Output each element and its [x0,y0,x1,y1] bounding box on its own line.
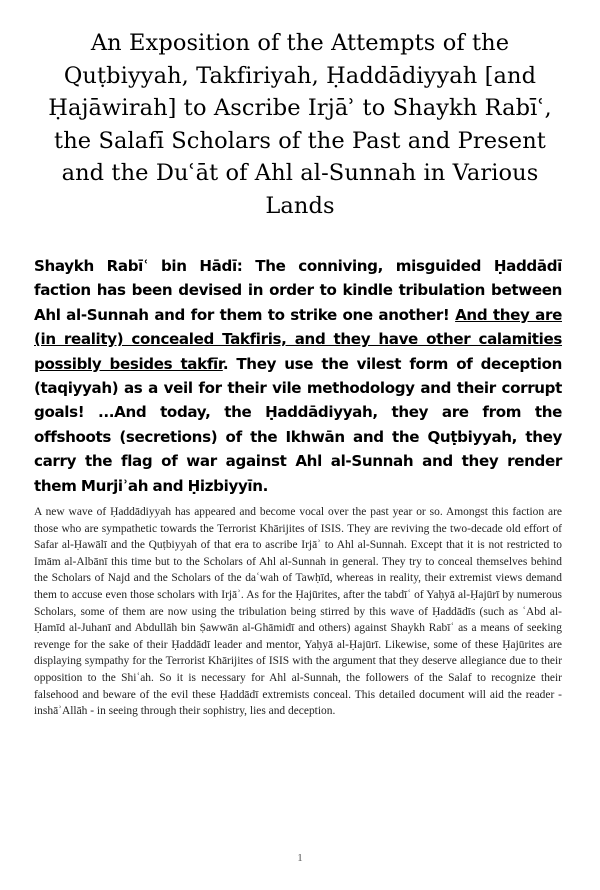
document-title: An Exposition of the Attempts of the Quṭbiyyah, Takfiriyah, Ḥaddādiyyah [and Ḥajāwirah] to Ascribe Irjāʾ to Shaykh Rabīʿ, the Salafī Scholars of the Past and Present and the Duʿāt of Ahl al-Sunnah in Various Lands [48,30,552,219]
body-paragraph: A new wave of Ḥaddādiyyah has appeared and become vocal over the past year or so. Amongst this faction are those who are sympathetic towards the Terrorist Khārijites of ISIS. They are reviving the two-decade old effort of Safar al-Ḥawālī and the Quṭbiyyah of that era to ascribe Irjāʾ to Ahl al-Sunnah. Except that it is not restricted to Imām al-Albānī this time but to the Scholars of Ahl al-Sunnah in general. They try to conceal themselves behind the Scholars of Najd and the Scholars of the daʿwah of Tawḥīd, whereas in reality, their extremist views demand them to accuse even those scholars with Irjāʾ. As for the Ḥajūrites, after the tabdīʿ of Yaḥyā al-Ḥajūrī by numerous Scholars, some of them are now using the tribulation being stirred by this wave of Ḥaddādīs (such as ʿAbd al-Ḥamīd al-Juhanī and Abdullāh bin Ṣawwān al-Ghāmidī and others) against Shaykh Rabīʿ as a means of seeking revenge for the sake of their Ḥaddādī leader and mentor, Yaḥyā al-Ḥajūrī. Likewise, some of these Ḥajūrites are displaying sympathy for the Terrorist Khārijites of ISIS with the argument that they deserve allegiance due to their opposition to the Shiʿah. So it is necessary for Ahl al-Sunnah, the followers of the Salaf to recognize their falsehood and beware of the evil these Ḥaddādī extremists conceal. This detailed document will aid the reader - inshāʾAllāh - in seeing through their sophistry, lies and deception. [34,506,562,718]
quote-speaker: Shaykh Rabīʿ bin Hādī: [34,257,243,275]
quote-paragraph [34,254,562,498]
quote-text-part1: The conniving, misguided Ḥaddādī faction has been devised in order to kindle tribulation between Ahl al-Sunnah and for them to strike one another! [34,257,562,324]
page-number: 1 [297,852,303,864]
quote-underlined-text: And they are (in reality) concealed Takfiris, and they have other calamities possibly besides takfīr [34,305,562,373]
quote-text-part2: . They use the vilest form of deception (taqiyyah) as a veil for their vile methodology and their corrupt goals! ...And today, the Ḥaddādiyyah, they are from the offshoots (secretions) of the Ikhwān and the Quṭbiyyah, they carry the flag of war against Ahl al-Sunnah and they render them Murjiʾah and Ḥizbiyyīn. [34,354,562,495]
